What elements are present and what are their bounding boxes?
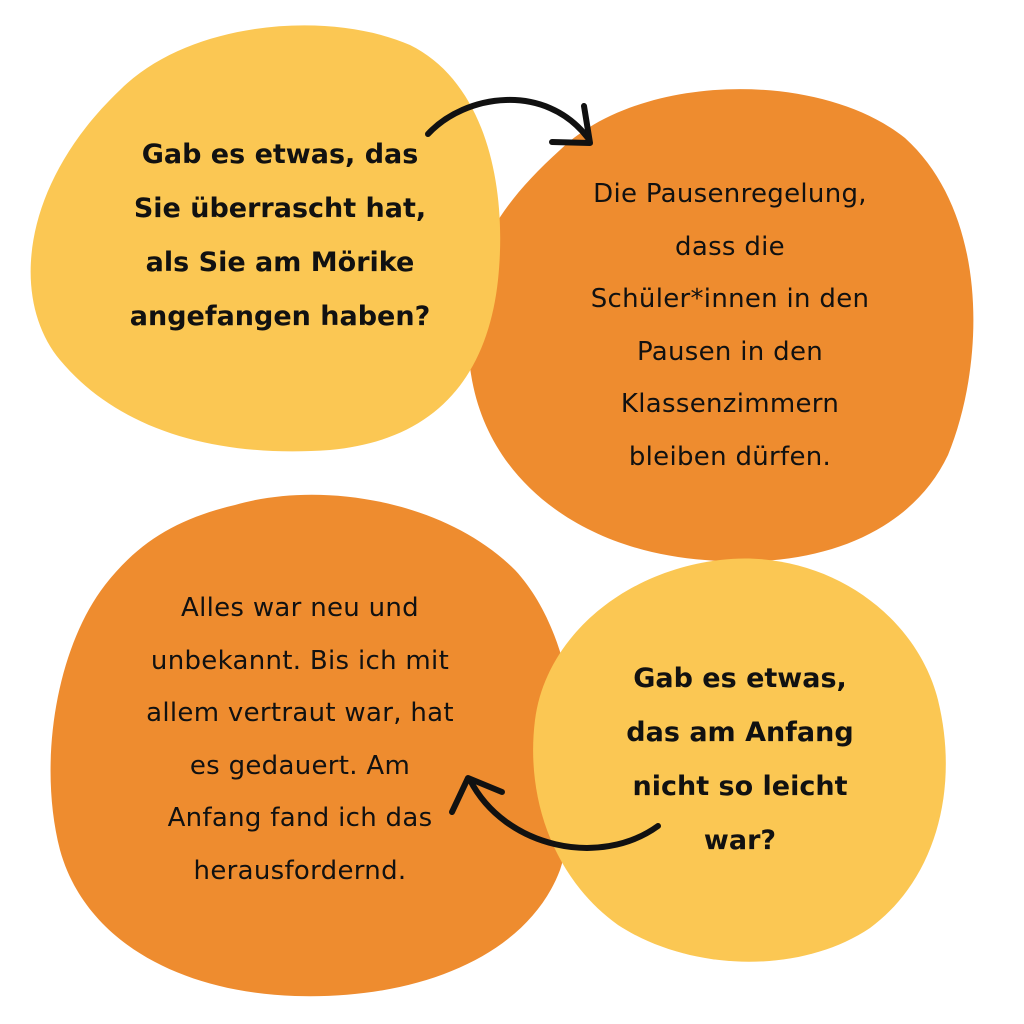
text-line: Sie überrascht hat, — [133, 193, 427, 224]
text-line: Schüler*innen in den — [590, 284, 870, 314]
text-line: es gedauert. Am — [189, 750, 411, 781]
text-line: Klassenzimmern — [620, 389, 840, 419]
text-line: nicht so leicht — [632, 771, 848, 802]
text-line: dass die — [675, 231, 785, 262]
text-line: Gab es etwas, das — [141, 139, 419, 170]
text-line: bleiben dürfen. — [628, 441, 832, 472]
text-line: als Sie am Mörike — [145, 247, 415, 278]
text-line: herausfordernd. — [193, 855, 407, 886]
text-line: Anfang fand ich das — [167, 803, 433, 833]
text-line: Gab es etwas, — [633, 663, 847, 694]
text-line: unbekannt. Bis ich mit — [150, 645, 450, 676]
text-line: allem vertraut war, hat — [146, 698, 454, 728]
text-line: das am Anfang — [626, 717, 854, 748]
text-line: Pausen in den — [636, 336, 824, 367]
answer-text-1 — [540, 168, 920, 483]
text-line: war? — [703, 825, 777, 856]
question-text-2 — [575, 652, 905, 868]
text-line: angefangen haben? — [129, 301, 431, 332]
text-line: Alles war neu und — [181, 593, 419, 623]
question-text-1 — [95, 128, 465, 344]
answer-text-2 — [100, 582, 500, 897]
text-line: Die Pausenregelung, — [593, 179, 867, 209]
